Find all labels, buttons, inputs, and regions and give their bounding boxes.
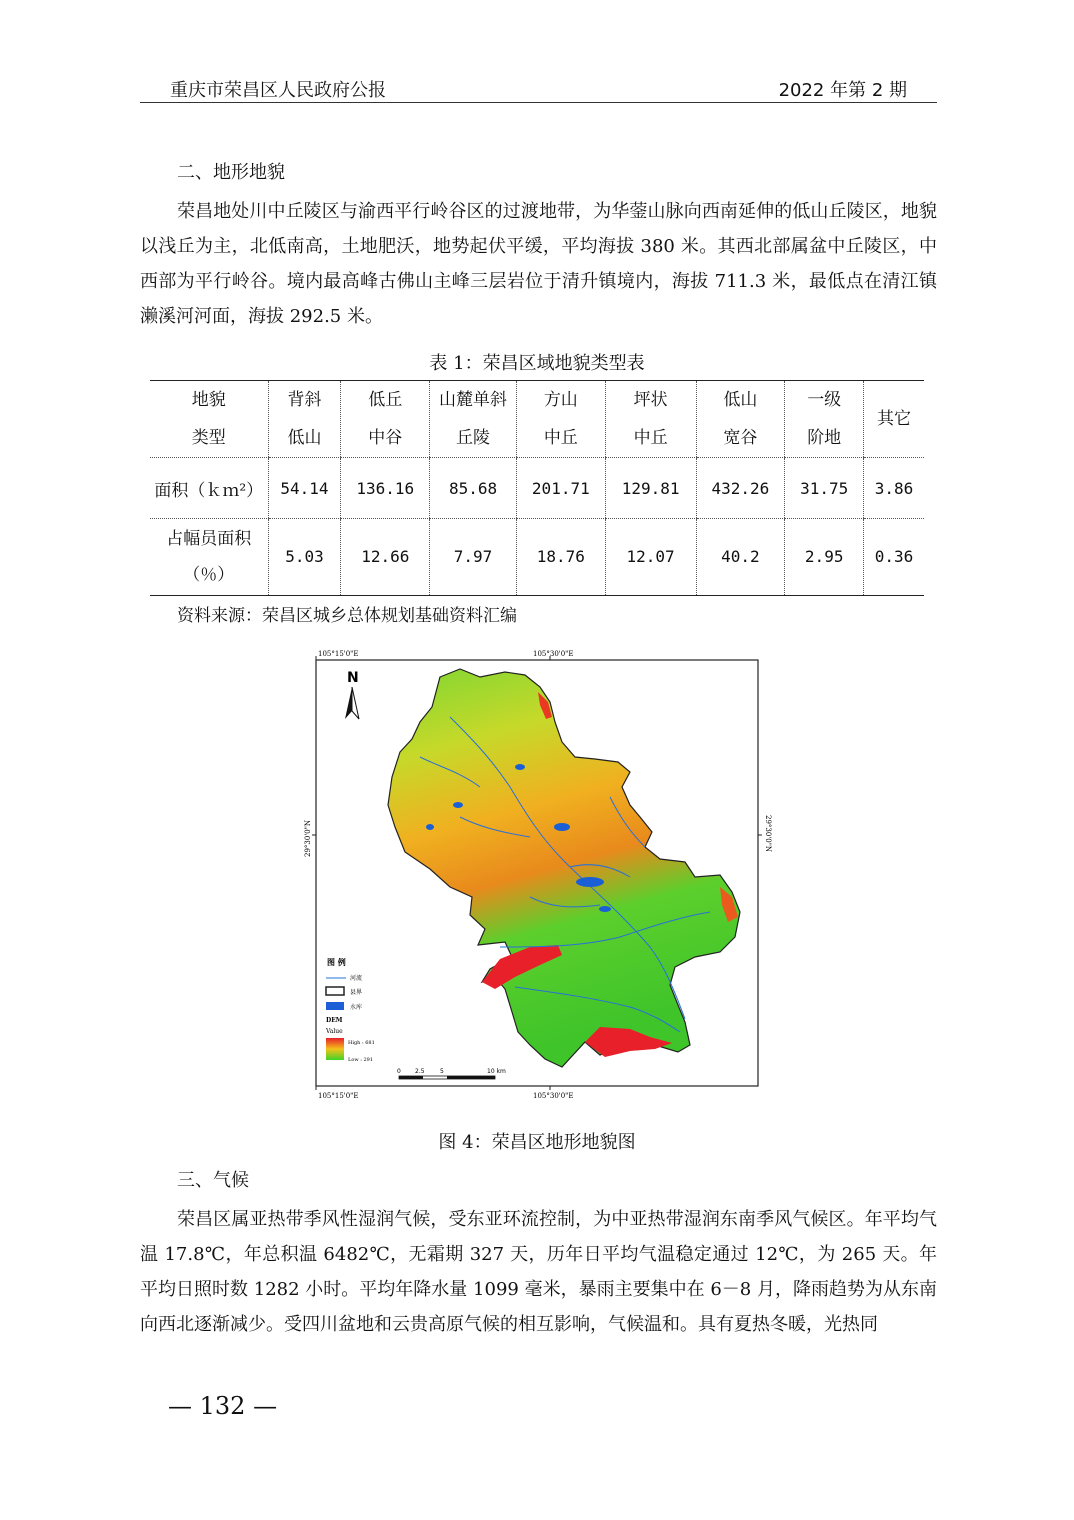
- table-row-area: [150, 458, 924, 519]
- header-cell: [864, 381, 924, 458]
- header-line: 其它: [877, 409, 912, 429]
- scale-5: 5: [440, 1068, 444, 1075]
- legend-boundary: 县界: [350, 989, 363, 996]
- legend-low: Low : 291: [348, 1057, 374, 1063]
- table-cell: 2.95: [785, 519, 864, 596]
- scale-0: 0: [397, 1068, 401, 1075]
- row-label-line: 占幅员面积: [166, 529, 252, 549]
- page-header: [140, 74, 937, 103]
- header-line: 宽谷: [723, 428, 758, 448]
- header-cell: [785, 381, 864, 458]
- page-number: — 132 —: [168, 1392, 278, 1420]
- header-cell: [341, 381, 430, 458]
- lat-label-right: 29°30'0"N: [764, 815, 772, 853]
- boundary-legend-icon: [326, 987, 344, 995]
- table-cell: 432.26: [696, 458, 785, 519]
- table-cell: 201.71: [516, 458, 605, 519]
- row-label: 面积（ｋｍ²）: [150, 458, 268, 519]
- figure-caption: 图 4：荣昌区地形地貌图: [438, 1132, 636, 1153]
- header-line: 一级: [807, 390, 842, 410]
- reservoir-legend-icon: [326, 1002, 344, 1010]
- legend-value: Value: [326, 1028, 343, 1035]
- table-row-percent: [150, 519, 924, 596]
- terrain-paragraph: 荣昌地处川中丘陵区与渝西平行岭谷区的过渡地带，为华蓥山脉向西南延伸的低山丘陵区，地貌以浅丘为主，北低南高，土地肥沃，地势起伏平缓，平均海拔 380 米。其西北部属盆中丘陵区，中西部为平行岭谷。境内最高峰古佛山主峰三层岩位于清升镇境内，海拔 711.3 米，最低点在清江镇濑溪河河面，海拔 292.5 米。: [140, 201, 937, 327]
- header-cell: [150, 381, 268, 458]
- header-issue: 2022 年第 2 期: [778, 80, 907, 101]
- header-line: 低山: [723, 390, 758, 410]
- header-line: 低丘: [368, 390, 403, 410]
- table-cell: 40.2: [696, 519, 785, 596]
- section-heading-climate: 三、气候: [177, 1170, 249, 1191]
- row-label: [150, 519, 268, 596]
- dem-color-ramp: [326, 1038, 344, 1060]
- lon-label-top-left: 105°15'0"E: [318, 650, 359, 658]
- header-cell: [516, 381, 605, 458]
- header-line: 背斜: [287, 390, 322, 410]
- table-cell: 85.68: [430, 458, 517, 519]
- table-cell: 129.81: [605, 458, 696, 519]
- terrain-table: [150, 380, 924, 596]
- legend-dem: DEM: [326, 1017, 343, 1024]
- table-cell: 0.36: [864, 519, 924, 596]
- legend-reservoir: 水库: [350, 1004, 363, 1011]
- scale-10: 10 km: [487, 1068, 506, 1075]
- table-header-row: [150, 381, 924, 458]
- table-cell: 12.66: [341, 519, 430, 596]
- header-line: 中谷: [368, 428, 403, 448]
- north-label: N: [347, 670, 359, 686]
- table-cell: 5.03: [268, 519, 341, 596]
- header-cell: [696, 381, 785, 458]
- table-cell: 31.75: [785, 458, 864, 519]
- table-cell: 7.97: [430, 519, 517, 596]
- section-heading-terrain: 二、地形地貌: [177, 162, 285, 183]
- header-cell: [268, 381, 341, 458]
- legend-river: 河流: [350, 975, 363, 982]
- row-label-line: （％）: [183, 565, 235, 585]
- lon-label-bottom-right: 105°30'0"E: [533, 1092, 574, 1100]
- table-cell: 12.07: [605, 519, 696, 596]
- header-cell: [605, 381, 696, 458]
- header-line: 阶地: [807, 428, 842, 448]
- table-cell: 18.76: [516, 519, 605, 596]
- header-line: 山麓单斜: [439, 390, 508, 410]
- header-line: 方山: [543, 390, 578, 410]
- header-title: 重庆市荣昌区人民政府公报: [170, 80, 386, 101]
- lon-label-bottom-left: 105°15'0"E: [318, 1092, 359, 1100]
- header-cell: [430, 381, 517, 458]
- header-line: 丘陵: [456, 428, 491, 448]
- legend-title: 图 例: [327, 957, 346, 967]
- header-line: 类型: [191, 428, 226, 448]
- header-line: 中丘: [633, 428, 668, 448]
- climate-paragraph: 荣昌区属亚热带季风性湿润气候，受东亚环流控制，为中亚热带湿润东南季风气候区。年平均气温 17.8℃，年总积温 6482℃，无霜期 327 天，历年日平均气温稳定通过 12℃，为 265 天。年平均日照时数 1282 小时。平均年降水量 1099 毫米，暴雨主要集中在 6－8 月，降雨趋势为从东南向西北逐渐减少。受四川盆地和云贵高原气候的相互影响，气候温和。具有夏热冬暖，光热同: [140, 1209, 937, 1335]
- header-line: 中丘: [543, 428, 578, 448]
- header-line: 坪状: [633, 390, 668, 410]
- lon-label-top-right: 105°30'0"E: [533, 650, 574, 658]
- table-source: 资料来源：荣昌区城乡总体规划基础资料汇编: [177, 606, 517, 626]
- table-caption: 表 1：荣昌区域地貌类型表: [429, 353, 645, 374]
- scale-25: 2.5: [415, 1068, 425, 1075]
- lat-label-left: 29°30'0"N: [304, 819, 312, 857]
- legend-high: High : 681: [348, 1040, 375, 1046]
- table-cell: 3.86: [864, 458, 924, 519]
- header-line: 地貌: [191, 390, 226, 410]
- header-line: 低山: [287, 428, 322, 448]
- terrain-map: [300, 647, 774, 1100]
- table-cell: 136.16: [341, 458, 430, 519]
- table-cell: 54.14: [268, 458, 341, 519]
